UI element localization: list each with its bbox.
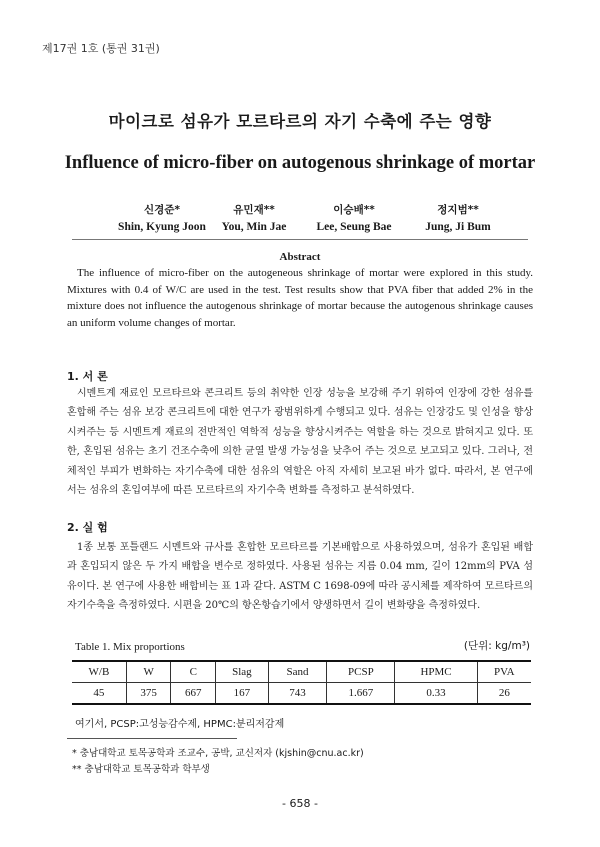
table-cell: 26 — [477, 683, 531, 705]
section-heading-experiment: 2. 실 험 — [67, 521, 108, 534]
table-header-row — [72, 661, 531, 683]
table-header-cell: Slag — [216, 661, 268, 683]
title-korean: 마이크로 섬유가 모르타르의 자기 수축에 주는 영향 — [108, 112, 492, 131]
section-heading-introduction: 1. 서 론 — [67, 370, 108, 383]
table-header-cell: PVA — [477, 661, 531, 683]
table-header-cell: PCSP — [327, 661, 395, 683]
table-header-cell: W/B — [72, 661, 126, 683]
mix-proportions-table — [72, 660, 531, 705]
author-name-en: You, Min Jae — [221, 221, 287, 233]
table-cell: 667 — [171, 683, 216, 705]
table-header-cell: W — [126, 661, 171, 683]
abstract-heading: Abstract — [279, 251, 321, 263]
table-header-cell: HPMC — [395, 661, 477, 683]
table-row — [72, 683, 531, 705]
table-cell: 1.667 — [327, 683, 395, 705]
table-unit: (단위: kg/m³) — [463, 640, 530, 652]
author-name-ko: 유민재** — [233, 204, 275, 216]
author-name-en: Lee, Seung Bae — [316, 221, 392, 233]
footnote-2: ** 충남대학교 토목공학과 학부생 — [72, 764, 210, 775]
author-name-ko: 신경준* — [144, 204, 180, 216]
section-text-introduction: 시멘트계 재료인 모르타르와 콘크리트 등의 취약한 인장 성능을 보강해 주기 위하여 인장에 강한 섬유를 혼합해 주는 섬유 보강 콘크리트에 대한 연구가 광범위하게 수행되고 있다. 섬유는 인장강도 및 인성을 향상시켜주는 등 시멘트계 재료의 전반적인 역학적 성능을 향상시켜주는 역할을 하는 것으로 밝혀지고 있다. 또한, 혼입된 섬유는 초기 건조수축에 의한 균열 발생 가능성을 낮추어 주는 것으로 보고되고 있다. 그러나, 전체적인 부피가 변화하는 자기수축에 대한 섬유의 역할은 아직 자세히 보고된 바가 없다. 따라서, 본 연구에서는 섬유의 혼입여부에 따른 모르타르의 자기수축 변화를 측정하고 분석하였다. — [67, 388, 533, 497]
table-header-cell: C — [171, 661, 216, 683]
table-header-cell: Sand — [268, 661, 327, 683]
author-name-ko: 이승배** — [333, 204, 375, 216]
author-3 — [294, 202, 414, 236]
section-text-experiment: 1종 보통 포틀랜드 시멘트와 규사를 혼합한 모르타르를 기본배합으로 사용하였으며, 섬유가 혼입된 배합과 혼입되지 않은 두 가지 배합을 변수로 정하였다. 사용된 섬유는 지름 0.04 mm, 길이 12mm의 PVA 섬유이다. 본 연구에 사용한 배합비는 표 1과 같다. ASTM C 1698-09에 따라 공시체를 제작하여 모르타르의 자기수축을 측정하였다. 시편을 20℃의 항온항습기에서 양생하면서 길이 변화량을 측정하였다. — [67, 542, 533, 612]
table-caption: Table 1. Mix proportions — [75, 641, 185, 653]
header-divider — [72, 239, 528, 240]
table-cell: 167 — [216, 683, 268, 705]
table-cell: 45 — [72, 683, 126, 705]
journal-info: 제17권 1호 (통권 31권) — [42, 42, 160, 55]
author-name-en: Jung, Ji Bum — [425, 221, 491, 233]
table-note: 여기서, PCSP:고성능감수제, HPMC:분리저감제 — [75, 719, 285, 730]
title-english: Influence of micro-fiber on autogenous shrinkage of mortar — [64, 153, 536, 173]
author-name-en: Shin, Kyung Joon — [118, 221, 206, 233]
author-name-ko: 정지범** — [437, 204, 479, 216]
footnote-1: * 충남대학교 토목공학과 조교수, 공박, 교신저자 (kjshin@cnu.ac.kr) — [72, 748, 364, 759]
table-cell: 0.33 — [395, 683, 477, 705]
page-number: - 658 - — [282, 797, 318, 810]
table-cell: 375 — [126, 683, 171, 705]
footnote-divider — [67, 738, 237, 739]
abstract-text: The influence of micro-fiber on the autogeneous shrinkage of mortar were explored in this study. Mixtures with 0.4 of W/C are used in the test. Test results show that PVA fiber that added 2% in the mixture does not influence the autogenous shrinkage of mortar because the autogenous shrinkage causes an uniform volume changes of mortar. — [67, 267, 533, 329]
table-cell: 743 — [268, 683, 327, 705]
author-4 — [398, 202, 518, 236]
